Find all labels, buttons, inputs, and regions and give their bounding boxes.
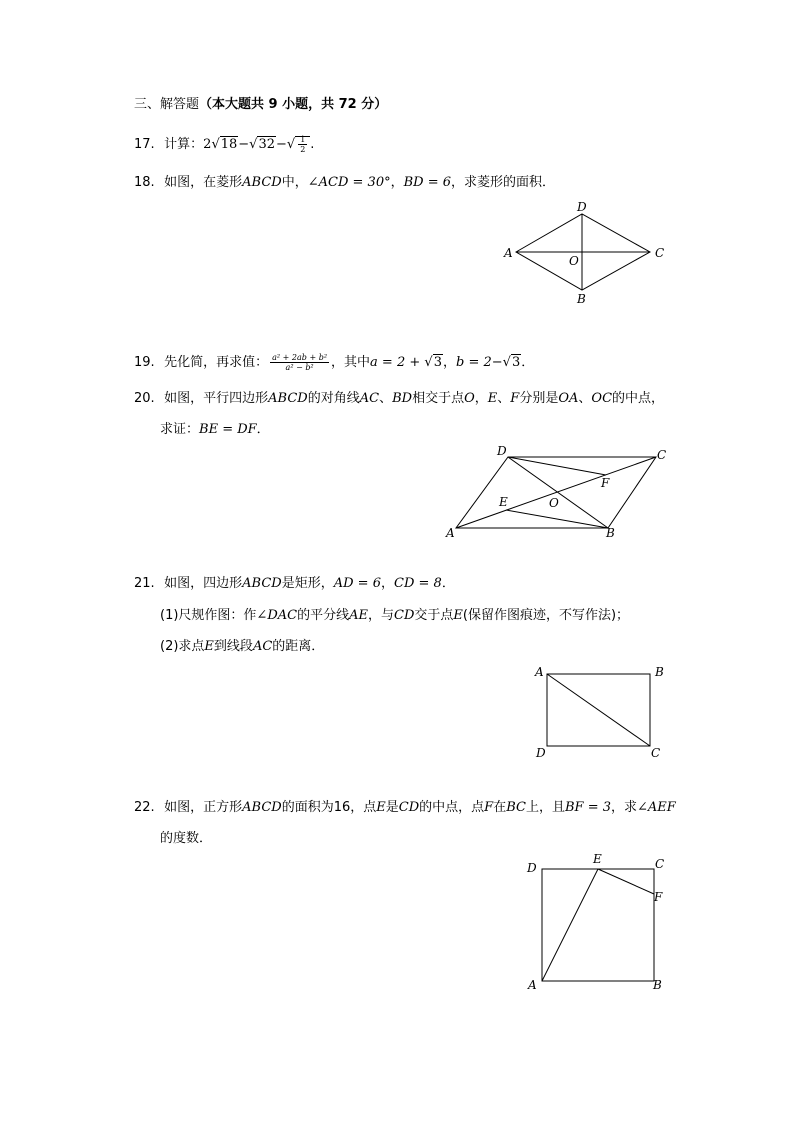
- math-term: ∠ACD = 30°: [307, 175, 391, 190]
- square-outline: [542, 869, 654, 981]
- label-b: B: [577, 292, 586, 306]
- question-text: ．: [521, 355, 535, 370]
- math-term: a = 2 +: [370, 355, 425, 370]
- math-term: ∠DAC: [256, 608, 298, 623]
- question-text: 、: [497, 391, 511, 406]
- math-term: E: [204, 639, 214, 654]
- question-text: ，: [380, 576, 394, 591]
- math-term: AC: [359, 391, 380, 406]
- question-text: 如图，在菱形: [164, 175, 243, 190]
- math-term: O: [464, 391, 475, 406]
- question-text: 的对角线: [307, 391, 360, 406]
- math-term: BF = 3: [564, 800, 611, 815]
- label-c: C: [655, 246, 665, 260]
- question-text: ，: [474, 391, 488, 406]
- label-d: D: [577, 200, 587, 214]
- label-d: D: [527, 861, 537, 875]
- label-f: F: [654, 890, 663, 904]
- math-term: F: [510, 391, 520, 406]
- question-text: ．: [256, 422, 270, 437]
- label-a: A: [528, 978, 537, 992]
- question-text: 的度数．: [160, 831, 213, 846]
- question-number: 20.: [134, 391, 155, 406]
- question-text: 是: [385, 800, 399, 815]
- label-o: O: [569, 254, 579, 268]
- label-a: A: [446, 526, 455, 540]
- math-term: BE = DF: [199, 422, 257, 437]
- question-text: ，求: [611, 800, 638, 815]
- math-term: AE: [349, 608, 368, 623]
- question-text: 如图，四边形: [164, 576, 243, 591]
- math-term: ABCD: [268, 391, 308, 406]
- label-b: B: [653, 978, 662, 992]
- math-expression: 2√18−√32−√ $\frac{1}{2}$: [203, 136, 310, 152]
- question-text: 中，: [281, 175, 308, 190]
- math-term: BC: [506, 800, 526, 815]
- question-number: 22.: [134, 800, 155, 815]
- label-a: A: [504, 246, 513, 260]
- label-o: O: [549, 496, 559, 510]
- math-term: AC: [252, 639, 273, 654]
- math-term: E: [453, 608, 463, 623]
- question-number: 17.: [134, 137, 155, 152]
- question-text: 的中点，: [612, 391, 665, 406]
- section-title: 三、解答题: [134, 97, 200, 112]
- question-text: 的面积为16，点: [281, 800, 377, 815]
- math-term: ∠AEF: [637, 800, 676, 815]
- question-text: ，与: [367, 608, 394, 623]
- question-text: 计算：: [164, 137, 204, 152]
- question-text: 如图，平行四边形: [164, 391, 269, 406]
- question-number: 21.: [134, 576, 155, 591]
- label-c: C: [655, 857, 665, 871]
- math-term: CD = 8: [394, 576, 442, 591]
- question-text: ．: [441, 576, 455, 591]
- question-text: 上，且: [525, 800, 565, 815]
- segment-ae: [542, 869, 598, 981]
- question-text: (保留作图痕迹，不写作法)；: [462, 608, 630, 623]
- math-sqrt: √3: [502, 355, 521, 370]
- math-term: E: [487, 391, 498, 406]
- question-text: ，: [442, 355, 456, 370]
- math-term: E: [376, 800, 386, 815]
- math-term: OC: [591, 391, 613, 406]
- question-text: (1)尺规作图：作: [160, 608, 257, 623]
- math-term: AD = 6: [333, 576, 381, 591]
- label-c: C: [657, 448, 667, 462]
- label-f: F: [601, 476, 610, 490]
- question-text: ，: [390, 175, 404, 190]
- math-term: F: [484, 800, 494, 815]
- math-term: OA: [558, 391, 579, 406]
- question-number: 19.: [134, 355, 155, 370]
- math-term: CD: [398, 800, 420, 815]
- label-d: D: [497, 444, 507, 458]
- label-c: C: [651, 746, 661, 760]
- question-text: 的距离．: [272, 639, 325, 654]
- math-term: ABCD: [242, 800, 282, 815]
- label-d: D: [536, 746, 546, 760]
- section-note: （本大题共 9 小题，共 72 分）: [199, 97, 388, 112]
- label-e: E: [593, 852, 602, 866]
- question-text: 的平分线: [297, 608, 350, 623]
- question-text: ，求菱形的面积．: [451, 175, 556, 190]
- question-text: 是矩形，: [281, 576, 334, 591]
- label-b: B: [655, 665, 664, 679]
- question-17: 17. 计算：2√18−√32−√ $\frac{1}{2}$ .: [134, 135, 315, 154]
- math-term: CD: [394, 608, 415, 623]
- math-sqrt: √3: [424, 355, 442, 370]
- question-text: 如图，正方形: [164, 800, 243, 815]
- question-number: 18.: [134, 175, 155, 190]
- question-text: 交于点: [414, 608, 454, 623]
- math-term: b = 2−: [455, 355, 503, 370]
- question-text: 在: [493, 800, 507, 815]
- question-text: 、: [379, 391, 393, 406]
- math-term: BD = 6: [403, 175, 452, 190]
- math-fraction: $\frac{\text{a² + 2ab + b²}}{\text{a² − b²}}$: [272, 353, 328, 372]
- math-term: ABCD: [242, 175, 282, 190]
- question-text: 到线段: [213, 639, 253, 654]
- math-term: BD: [392, 391, 413, 406]
- math-term: ABCD: [242, 576, 282, 591]
- label-b: B: [606, 526, 615, 540]
- question-text: 相交于点: [412, 391, 465, 406]
- question-text: (2)求点: [160, 639, 205, 654]
- label-a: A: [535, 665, 544, 679]
- question-text: ，其中: [331, 355, 371, 370]
- question-text: 求证：: [160, 422, 200, 437]
- question-text: 的中点，点: [419, 800, 485, 815]
- label-e: E: [499, 495, 508, 509]
- segment-ef: [598, 869, 654, 894]
- question-text: 先化简，再求值：: [164, 355, 269, 370]
- question-text: 分别是: [519, 391, 559, 406]
- question-text: 、: [578, 391, 592, 406]
